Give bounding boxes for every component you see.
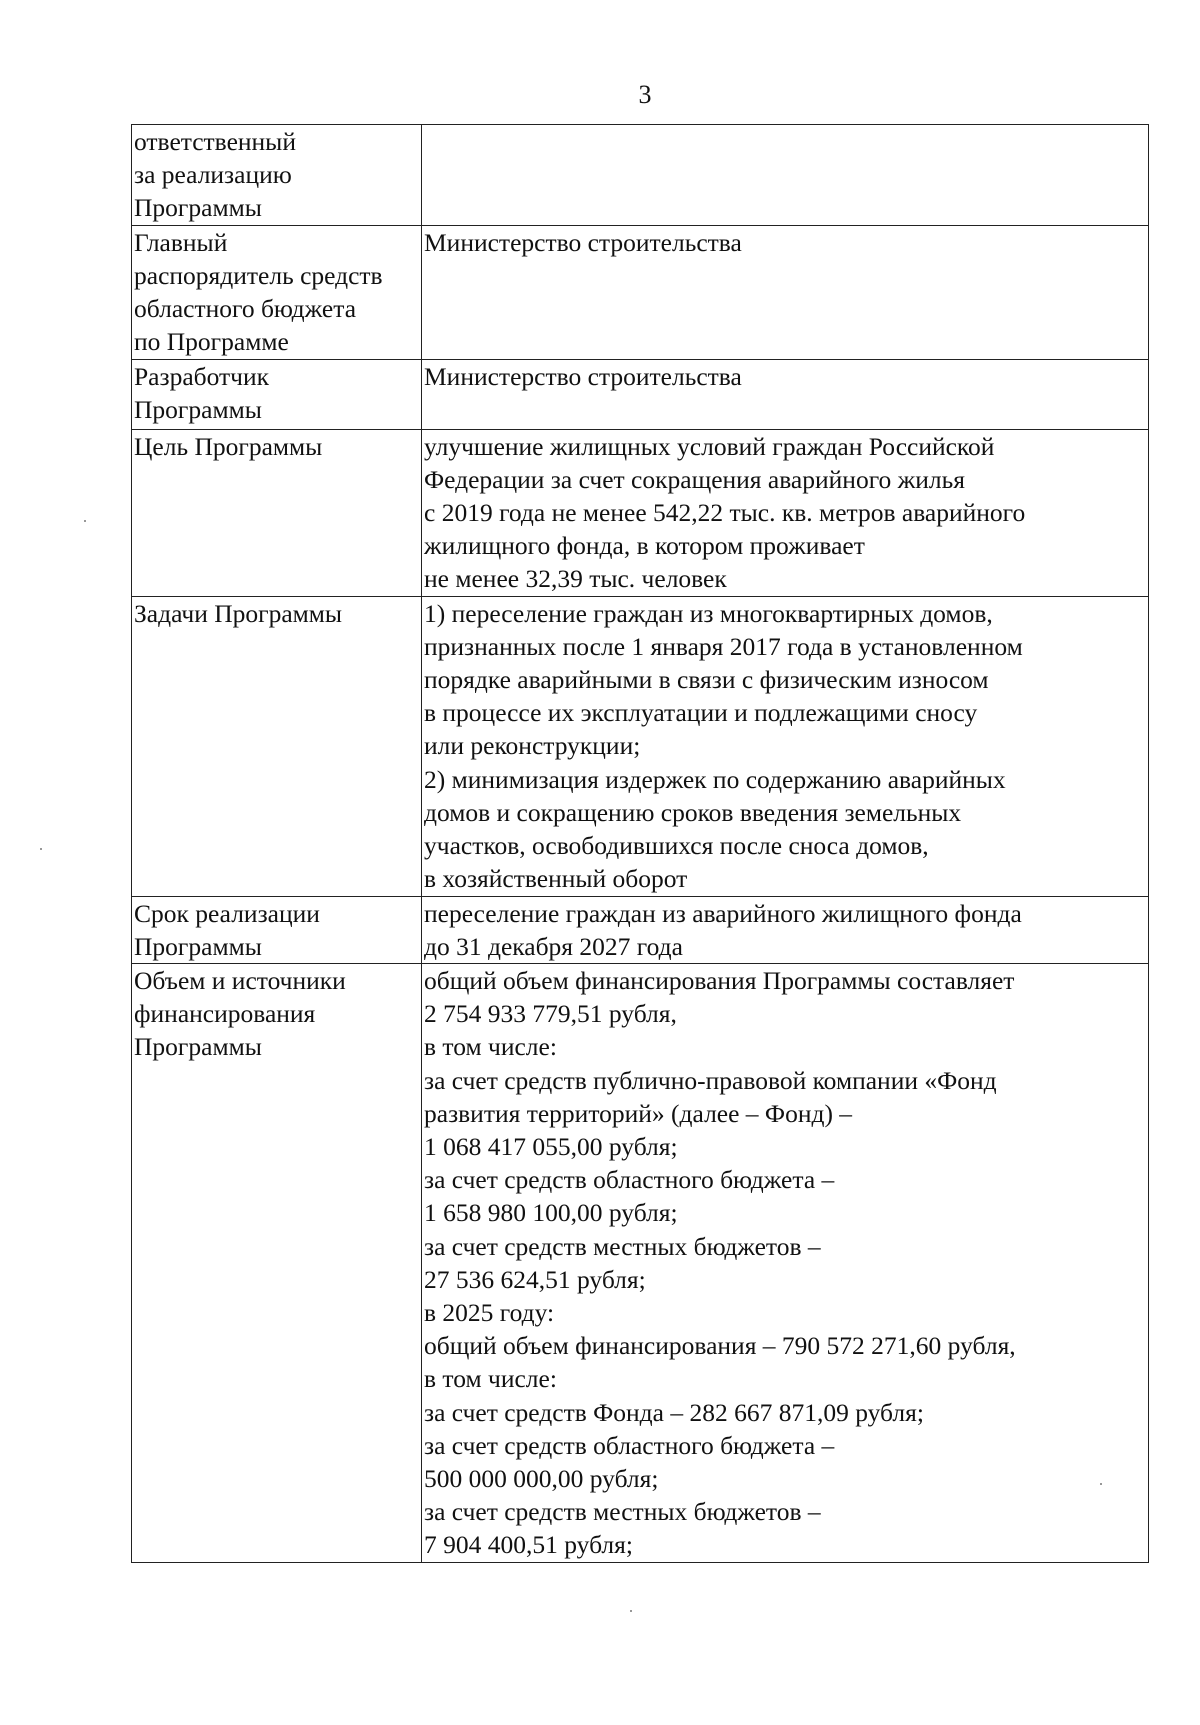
row-label-cell [132,125,422,226]
row-value-line: в 2025 году: [424,1298,555,1328]
row-label-line: Объем и источники [134,966,346,996]
row-label-cell [132,359,422,429]
row-value-line: переселение граждан из аварийного жилищного фонда [424,898,1022,928]
row-value-cell [422,964,1149,1563]
row-value-line: порядке аварийными в связи с физическим износом [424,665,989,695]
row-label-line: Программы [134,394,262,424]
row-value-line: в том числе: [424,1364,557,1394]
table-row [132,225,1149,359]
row-label-line: Разработчик [134,361,270,391]
row-value-line: до 31 декабря 2027 года [424,931,683,961]
scan-speck [40,848,42,850]
row-value-line: 2) минимизация издержек по содержанию аварийных [424,764,1006,794]
row-value-line: за счет средств местных бюджетов – [424,1497,821,1527]
row-label-cell [132,596,422,896]
table-row [132,596,1149,896]
row-label-cell [132,225,422,359]
scan-speck [1100,1483,1102,1485]
row-value-cell [422,125,1149,226]
scan-speck [84,520,86,522]
row-value-line: 2 754 933 779,51 рубля, [424,999,677,1029]
row-value-line: домов и сокращению сроков введения земельных [424,797,962,827]
row-label-cell [132,429,422,596]
row-value-line: 27 536 624,51 рубля; [424,1264,646,1294]
row-value-line: в том числе: [424,1032,557,1062]
row-value-line: 1) переселение граждан из многоквартирных домов, [424,598,993,628]
row-value-line: признанных после 1 января 2017 года в установленном [424,631,1023,661]
row-label-line: Цель Программы [134,431,323,461]
row-value-line: или реконструкции; [424,731,641,761]
row-value-line: не менее 32,39 тыс. человек [424,564,727,594]
row-label-line: распорядитель средств [134,260,383,290]
row-label-cell [132,964,422,1563]
table-row [132,964,1149,1563]
row-value-cell [422,225,1149,359]
row-value-line: за счет средств местных бюджетов – [424,1231,821,1261]
row-label-line: областного бюджета [134,294,357,324]
row-value-line: улучшение жилищных условий граждан Российской [424,431,995,461]
row-value-line: 1 068 417 055,00 рубля; [424,1132,678,1162]
row-label-line: Программы [134,1032,262,1062]
row-value-line: участков, освободившихся после сноса домов, [424,831,929,861]
row-value-line: 1 658 980 100,00 рубля; [424,1198,678,1228]
scan-speck [630,1610,632,1612]
row-value-line: за счет средств публично-правовой компании «Фонд [424,1065,997,1095]
row-value-line: развития территорий» (далее – Фонд) – [424,1098,853,1128]
row-value-line: общий объем финансирования Программы составляет [424,966,1015,996]
row-value-line: за счет средств областного бюджета – [424,1430,835,1460]
row-label-cell [132,896,422,963]
row-value-line: Федерации за счет сокращения аварийного жилья [424,464,965,494]
row-value-line: в хозяйственный оборот [424,864,688,894]
row-label-line: Главный [134,227,228,257]
row-value-line: 500 000 000,00 рубля; [424,1464,659,1494]
row-value-line: Министерство строительства [424,227,742,257]
row-value-cell [422,429,1149,596]
row-value-line: за счет средств Фонда – 282 667 871,09 рубля; [424,1397,924,1427]
row-value-cell [422,359,1149,429]
row-label-line: Задачи Программы [134,598,343,628]
row-value-line: Министерство строительства [424,361,742,391]
row-label-line: Программы [134,193,262,223]
row-value-line: 7 904 400,51 рубля; [424,1530,633,1560]
row-value-line: жилищного фонда, в котором проживает [424,531,865,561]
row-value-line: за счет средств областного бюджета – [424,1165,835,1195]
row-label-line: финансирования [134,999,316,1029]
table-row [132,429,1149,596]
table-row [132,896,1149,963]
table-row [132,125,1149,226]
row-value-line: в процессе их эксплуатации и подлежащими сносу [424,698,978,728]
row-value-cell [422,596,1149,896]
page-number: 3 [638,80,652,109]
program-passport-table [131,124,1149,1563]
row-value-line: общий объем финансирования – 790 572 271,60 рубля, [424,1331,1016,1361]
row-value-line: с 2019 года не менее 542,22 тыс. кв. метров аварийного [424,498,1026,528]
row-label-line: Срок реализации [134,898,320,928]
table-row [132,359,1149,429]
row-label-line: Программы [134,931,262,961]
row-label-line: ответственный [134,127,296,156]
row-label-line: по Программе [134,327,289,357]
row-label-line: за реализацию [134,160,292,190]
row-value-cell [422,896,1149,963]
